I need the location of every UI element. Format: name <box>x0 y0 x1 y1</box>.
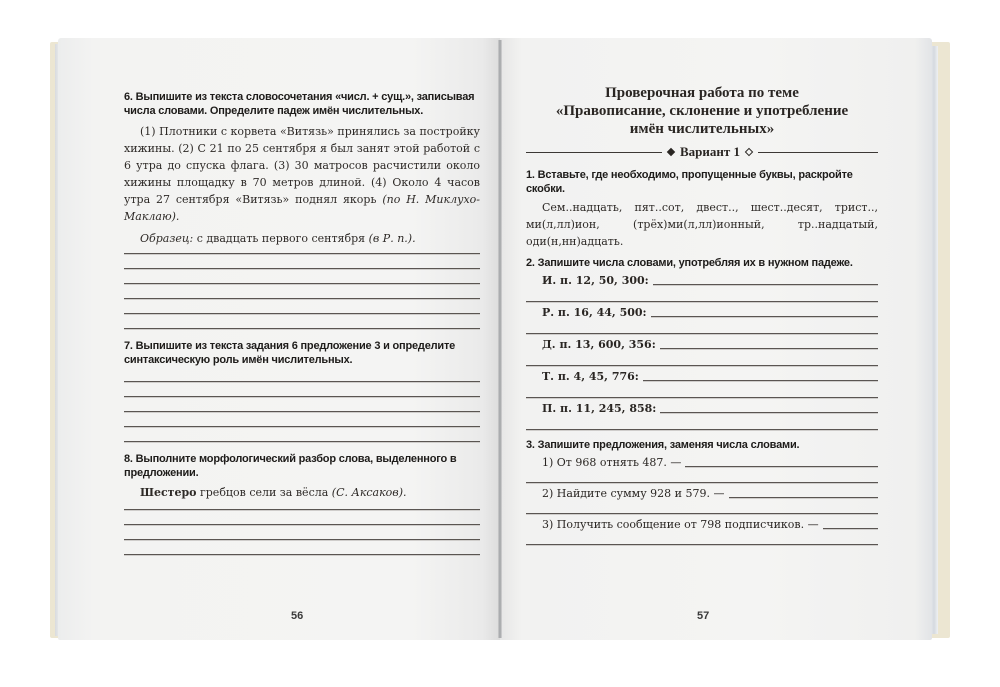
answer-line[interactable] <box>124 283 480 284</box>
right-page-content <box>526 84 878 545</box>
case-instrumental: Т. п. 4, 45, 776: <box>542 370 639 383</box>
task7-answer-lines <box>124 381 480 442</box>
task6-source: (по Н. Миклухо-Маклаю). <box>124 193 481 223</box>
answer-line[interactable] <box>526 429 878 430</box>
answer-line[interactable] <box>124 381 480 382</box>
task3-item-3: 3) Получить сообщение от 798 подписчиков. — <box>542 518 819 531</box>
task3-row-2 <box>526 483 878 501</box>
task8-bold-word: Шестеро <box>140 486 197 499</box>
answer-line[interactable] <box>526 544 878 545</box>
answer-line[interactable] <box>124 426 480 427</box>
answer-line[interactable] <box>124 441 480 442</box>
divider-line-right <box>758 152 878 153</box>
example-label: Образец: <box>140 232 194 245</box>
answer-line[interactable] <box>124 313 480 314</box>
answer-line[interactable] <box>729 497 879 498</box>
title-line-3: имён числительных» <box>629 121 775 137</box>
divider-line-left <box>526 152 662 153</box>
answer-line[interactable] <box>653 284 878 285</box>
example-text: с двадцать первого сентября <box>196 232 366 245</box>
answer-line[interactable] <box>124 298 480 299</box>
test-title <box>526 84 878 138</box>
task3-heading: 3. Запишите предложения, заменяя числа словами. <box>526 439 800 451</box>
answer-line[interactable] <box>685 466 878 467</box>
answer-line[interactable] <box>124 411 480 412</box>
case-row-genitive <box>526 302 878 320</box>
task6-heading: 6. Выпишите из текста словосочетания «числ. + сущ.», записывая числа словами. Определите падеж имён числительных. <box>124 91 475 117</box>
left-page-content <box>124 90 480 555</box>
page-number-right: 57 <box>697 610 710 622</box>
book-spine <box>498 40 502 638</box>
case-row-nominative <box>526 270 878 288</box>
task8-sentence-text: гребцов сели за вёсла <box>200 486 329 499</box>
title-line-2: «Правописание, склонение и употребление <box>555 103 849 119</box>
case-prepositional: П. п. 11, 245, 858: <box>542 402 657 415</box>
answer-line[interactable] <box>124 554 480 555</box>
task8-source: (С. Аксаков). <box>331 486 407 499</box>
case-row-dative <box>526 334 878 352</box>
task6-example <box>124 230 480 247</box>
page-number-left: 56 <box>291 610 304 622</box>
variant-label: Вариант 1 <box>679 144 740 159</box>
task3-row-3 <box>526 514 878 532</box>
answer-line[interactable] <box>823 528 878 529</box>
task1-words: Сем..надцать, пят..сот, двест.., шест..десят, трист.., ми(л,лл)ион, (трёх)ми(л,лл)ионный, тр..надцатый, оди(н,нн)адцать. <box>526 201 878 248</box>
task6-answer-lines <box>124 253 480 329</box>
answer-line[interactable] <box>124 509 480 510</box>
answer-line[interactable] <box>124 253 480 254</box>
task3-item-2: 2) Найдите сумму 928 и 579. — <box>542 487 725 500</box>
answer-line[interactable] <box>660 348 878 349</box>
task8-sentence <box>124 484 480 501</box>
answer-line[interactable] <box>124 396 480 397</box>
task7-heading: 7. Выпишите из текста задания 6 предложение 3 и определите синтаксическую роль имён числительных. <box>124 340 456 366</box>
diamond-ornament-icon <box>667 148 675 156</box>
case-dative: Д. п. 13, 600, 356: <box>542 338 656 351</box>
answer-line[interactable] <box>643 380 878 381</box>
title-line-1: Проверочная работа по теме <box>605 85 799 101</box>
answer-line[interactable] <box>124 328 480 329</box>
diamond-ornament-icon <box>745 148 753 156</box>
task8-heading: 8. Выполните морфологический разбор слова, выделенного в предложении. <box>124 453 457 479</box>
example-case: (в Р. п.). <box>368 232 416 245</box>
answer-line[interactable] <box>124 268 480 269</box>
answer-line[interactable] <box>124 539 480 540</box>
answer-line[interactable] <box>124 524 480 525</box>
task6-text <box>124 123 480 225</box>
task3-row-1 <box>526 452 878 470</box>
case-genitive: Р. п. 16, 44, 500: <box>542 306 647 319</box>
task3-item-1: 1) От 968 отнять 487. — <box>542 456 682 469</box>
answer-line[interactable] <box>651 316 878 317</box>
variant-divider <box>526 144 878 160</box>
task1-text <box>526 199 878 250</box>
case-nominative: И. п. 12, 50, 300: <box>542 274 649 287</box>
task1-heading: 1. Вставьте, где необходимо, пропущенные буквы, раскройте скобки. <box>526 169 853 195</box>
task6-passage: (1) Плотники с корвета «Витязь» принялись за постройку хижины. (2) С 21 по 25 сентября я был занят этой работой с 6 утра до спуска флага. (3) 30 матросов расчистили около хижины площадку в 70 метров длиной. (4) Около 4 часов утра 27 сентября «Витязь» поднял якорь <box>124 125 480 206</box>
case-row-prepositional <box>526 398 878 416</box>
task2-heading: 2. Запишите числа словами, употребляя их в нужном падеже. <box>526 257 853 269</box>
answer-line[interactable] <box>660 412 878 413</box>
case-row-instrumental <box>526 366 878 384</box>
task8-answer-lines <box>124 509 480 555</box>
